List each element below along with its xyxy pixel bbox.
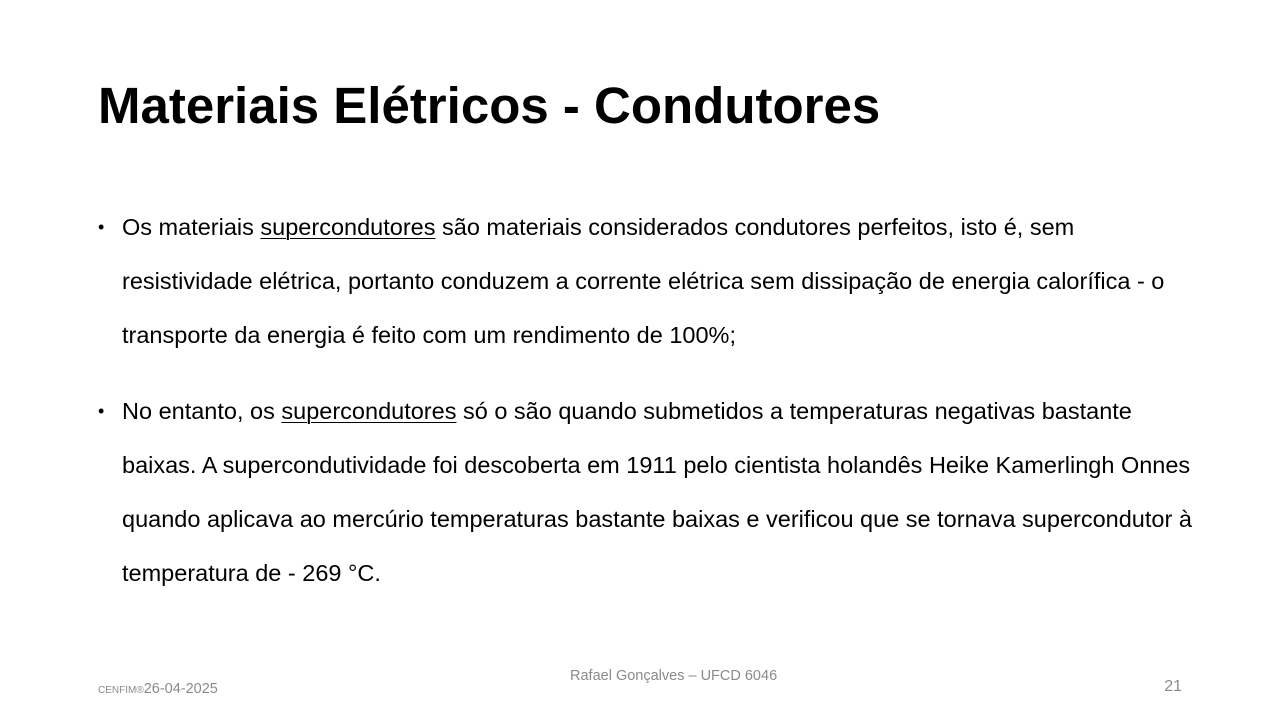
footer-author: Rafael Gonçalves – UFCD 6046 — [570, 668, 778, 684]
slide-title: Materiais Elétricos - Condutores — [98, 77, 881, 134]
bullet-dot-icon: • — [98, 217, 105, 237]
bullet-text-post: são materiais considerados condutores perfeitos, isto é, sem resistividade elétrica, portanto conduzem a corrente elétrica sem dissipação de energia calorífica - o transporte da energia é feito com um rendimento de 100%; — [122, 214, 1165, 348]
footer-brand: CENFIM® — [98, 685, 144, 696]
bullet-dot-icon: • — [98, 401, 105, 421]
slide-body — [98, 200, 1198, 600]
underlined-term: supercondutores — [260, 214, 436, 240]
footer-date-block — [98, 680, 218, 698]
bullet-item — [98, 200, 1198, 362]
page-number: 21 — [1164, 678, 1182, 695]
bullet-item — [98, 384, 1198, 600]
bullet-text-pre: Os materiais — [122, 214, 261, 240]
footer-date: 26-04-2025 — [143, 681, 218, 697]
bullet-text-pre: No entanto, os — [122, 398, 282, 424]
underlined-term: supercondutores — [281, 398, 457, 424]
bullet-text-post: só o são quando submetidos a temperaturas negativas bastante baixas. A supercondutividade foi descoberta em 1911 pelo cientista holandês Heike Kamerlingh Onnes quando aplicava ao mercúrio temperaturas bastante baixas e verificou que se tornava supercondutor à temperatura de - 269 °C. — [122, 398, 1192, 586]
